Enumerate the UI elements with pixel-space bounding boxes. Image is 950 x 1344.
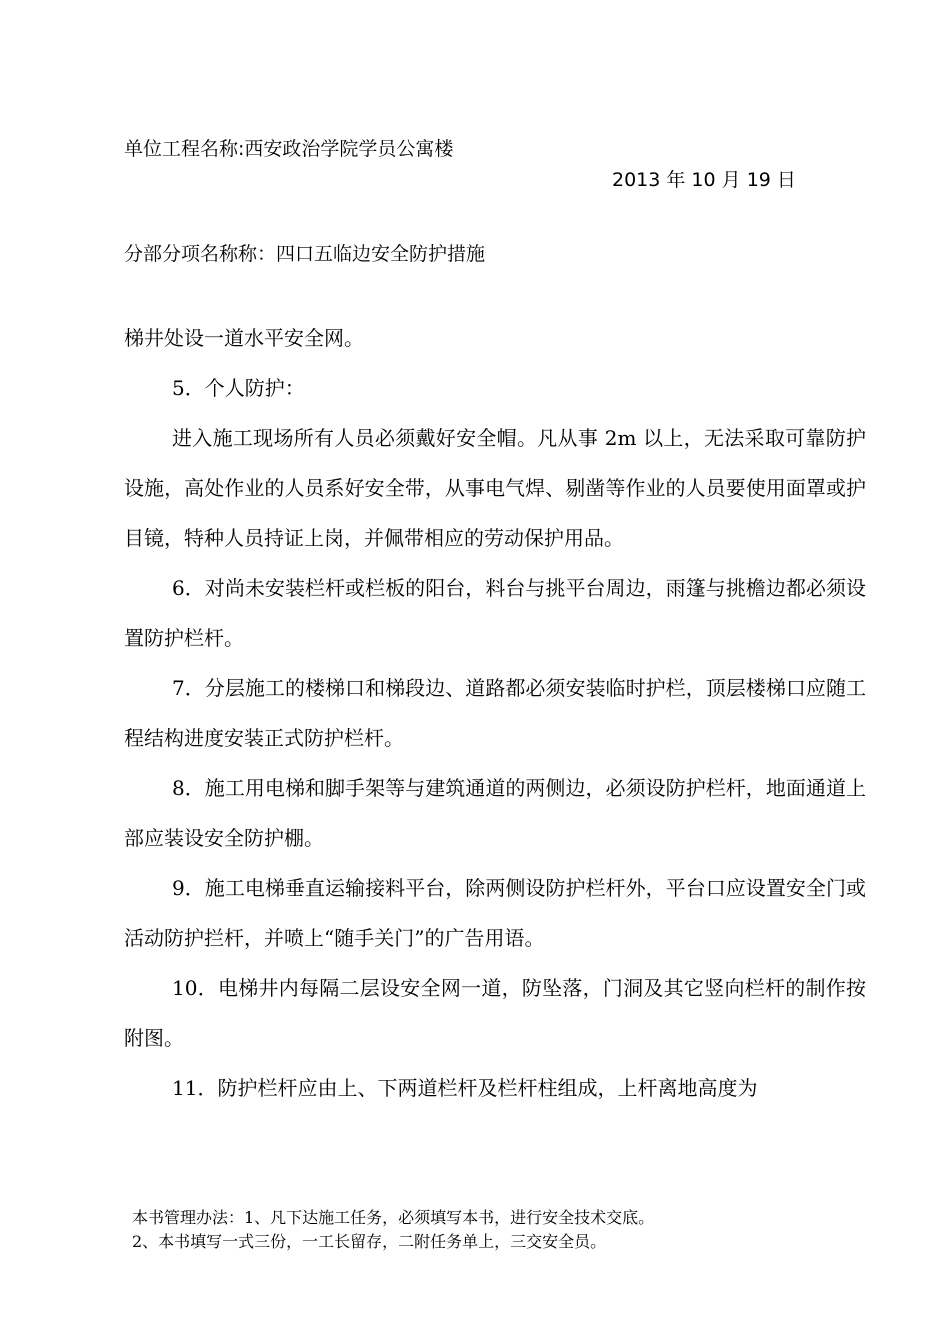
- body-paragraph: 11．防护栏杆应由上、下两道栏杆及栏杆柱组成，上杆离地高度为: [172, 1076, 758, 1100]
- footer-note-line-1: 本书管理办法：1、凡下达施工任务，必须填写本书，进行安全技术交底。: [132, 1208, 655, 1227]
- footer-notes: [132, 1206, 654, 1254]
- body-paragraph: 梯井处设一道水平安全网。: [124, 326, 364, 350]
- project-name-line: 单位工程名称:西安政治学院学员公寓楼: [124, 138, 454, 160]
- body-paragraph: 10．电梯井内每隔二层设安全网一道，防坠落，门洞及其它竖向栏杆的制作按附图。: [124, 976, 866, 1050]
- body-paragraph: 进入施工现场所有人员必须戴好安全帽。凡从事 2m 以上，无法采取可靠防护设施，高处作业的人员系好安全带，从事电气焊、剔凿等作业的人员要使用面罩或护目镜，特种人员持证上岗，并佩带相应的劳动保护用品。: [124, 426, 866, 550]
- body-paragraph: 7．分层施工的楼梯口和梯段边、道路都必须安装临时护栏，顶层楼梯口应随工程结构进度安装正式防护栏杆。: [124, 676, 866, 750]
- body-paragraph: 9．施工电梯垂直运输接料平台，除两侧设防护栏杆外，平台口应设置安全门或活动防护拦杆，并喷上“随手关门”的广告用语。: [124, 876, 866, 950]
- body-paragraph: 8．施工用电梯和脚手架等与建筑通道的两侧边，必须设防护栏杆，地面通道上部应装设安全防护棚。: [124, 776, 866, 850]
- section-name-line: 分部分项名称称：四口五临边安全防护措施: [124, 243, 486, 265]
- body-paragraph: 6．对尚未安装栏杆或栏板的阳台，料台与挑平台周边，雨篷与挑檐边都必须设置防护栏杆。: [124, 576, 866, 650]
- body-paragraph: 5．个人防护：: [172, 376, 305, 400]
- footer-note-line-2: 2、本书填写一式三份，一工长留存，二附任务单上，三交安全员。: [132, 1232, 607, 1251]
- document-date: 2013 年 10 月 19 日: [612, 169, 796, 191]
- document-body: [124, 313, 866, 1113]
